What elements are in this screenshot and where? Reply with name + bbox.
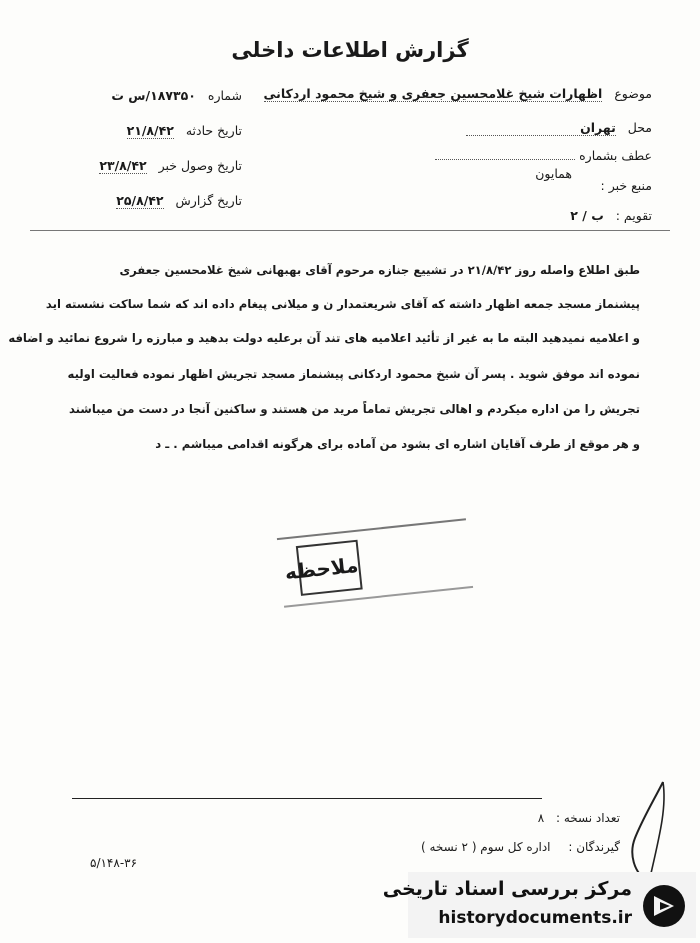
calendar-field	[570, 208, 652, 223]
archive-logo-icon	[640, 882, 688, 930]
location-field	[466, 120, 652, 136]
incident-date-field	[127, 123, 242, 139]
incident-date-label: تاریخ حادثه	[185, 123, 242, 138]
subject-label: موضوع	[614, 86, 652, 101]
copies-label: تعداد نسخه :	[555, 811, 620, 825]
report-number-value: ۱۸۷۳۵۰/س ت	[111, 88, 196, 103]
recipients-value: اداره کل سوم ( ۲ نسخه )	[421, 840, 551, 854]
source-label: منبع خبر :	[600, 178, 652, 193]
report-date-label: تاریخ گزارش	[175, 193, 242, 208]
body-line-4: نموده اند موفق شوید . پسر آن شیخ محمود اردکانی پیشنماز مسجد تجریش اظهار نموده فعالیت اولیه	[67, 367, 640, 381]
reference-value-line	[435, 159, 575, 160]
subject-value: اظهارات شیخ غلامحسین جعفری و شیخ محمود اردکانی	[263, 86, 603, 101]
calendar-label: تقویم :	[615, 208, 652, 223]
report-number-label: شماره	[207, 88, 242, 103]
logo-url: historydocuments.ir	[438, 908, 632, 928]
logo-title: مرکز بررسی اسناد تاریخی	[382, 878, 632, 900]
subject-field	[264, 86, 652, 102]
copies-value: ۸	[537, 811, 545, 825]
location-value: تهران	[466, 120, 616, 136]
report-date-value: ۲۵/۸/۴۲	[116, 193, 164, 208]
body-line-5: تجریش را من اداره میکردم و اهالی تجریش تماماً مرید من هستند و ساکنین آنجا در دست من میباشند	[68, 402, 640, 416]
copies-field	[538, 811, 620, 825]
reference-label: عطف بشماره	[579, 148, 652, 163]
recipients-label: گیرندگان :	[568, 840, 620, 854]
report-date-field	[116, 193, 242, 209]
location-label: محل	[627, 120, 652, 135]
header-divider	[30, 230, 670, 231]
source-value: همایون	[535, 166, 572, 181]
source-field	[601, 178, 652, 193]
report-title: گزارش اطلاعات داخلی	[231, 38, 469, 62]
recipients-field	[421, 840, 620, 854]
calendar-value: ب / ۲	[570, 208, 604, 223]
receipt-date-field	[99, 158, 242, 174]
report-number-field	[111, 88, 242, 103]
archive-logo-box	[382, 872, 696, 938]
body-line-6: و هر موقع از طرف آقایان اشاره ای بشود من آماده برای هرگونه اقدامی میباشم . ـ د	[155, 437, 640, 451]
seen-stamp	[277, 518, 473, 607]
receipt-date-value: ۲۳/۸/۴۲	[99, 158, 147, 173]
body-line-2: پیشنماز مسجد جمعه اظهار داشته که آقای شریعتمدار ن و میلانی پیغام داده اند که شما ساکت نشسته اید	[45, 297, 640, 311]
stamp-box: ملاحظه	[296, 540, 363, 596]
body-line-3: و اعلامیه نمیدهید البته ما به غیر از تأئید اعلامیه های تند آن برعلیه دولت بدهید و مبارزه را شروع نمائید و اضافه	[8, 331, 640, 345]
receipt-date-label: تاریخ وصول خبر	[158, 158, 242, 173]
body-line-1: طبق اطلاع واصله روز ۲۱/۸/۴۲ در تشییع جنازه مرحوم آقای بهبهانی شیخ غلامحسین جعفری	[119, 263, 640, 277]
footer-divider	[72, 798, 542, 799]
incident-date-value: ۲۱/۸/۴۲	[126, 123, 174, 138]
archive-code: ۵/۱۴۸-۳۶	[90, 856, 138, 870]
reference-field	[435, 148, 652, 163]
